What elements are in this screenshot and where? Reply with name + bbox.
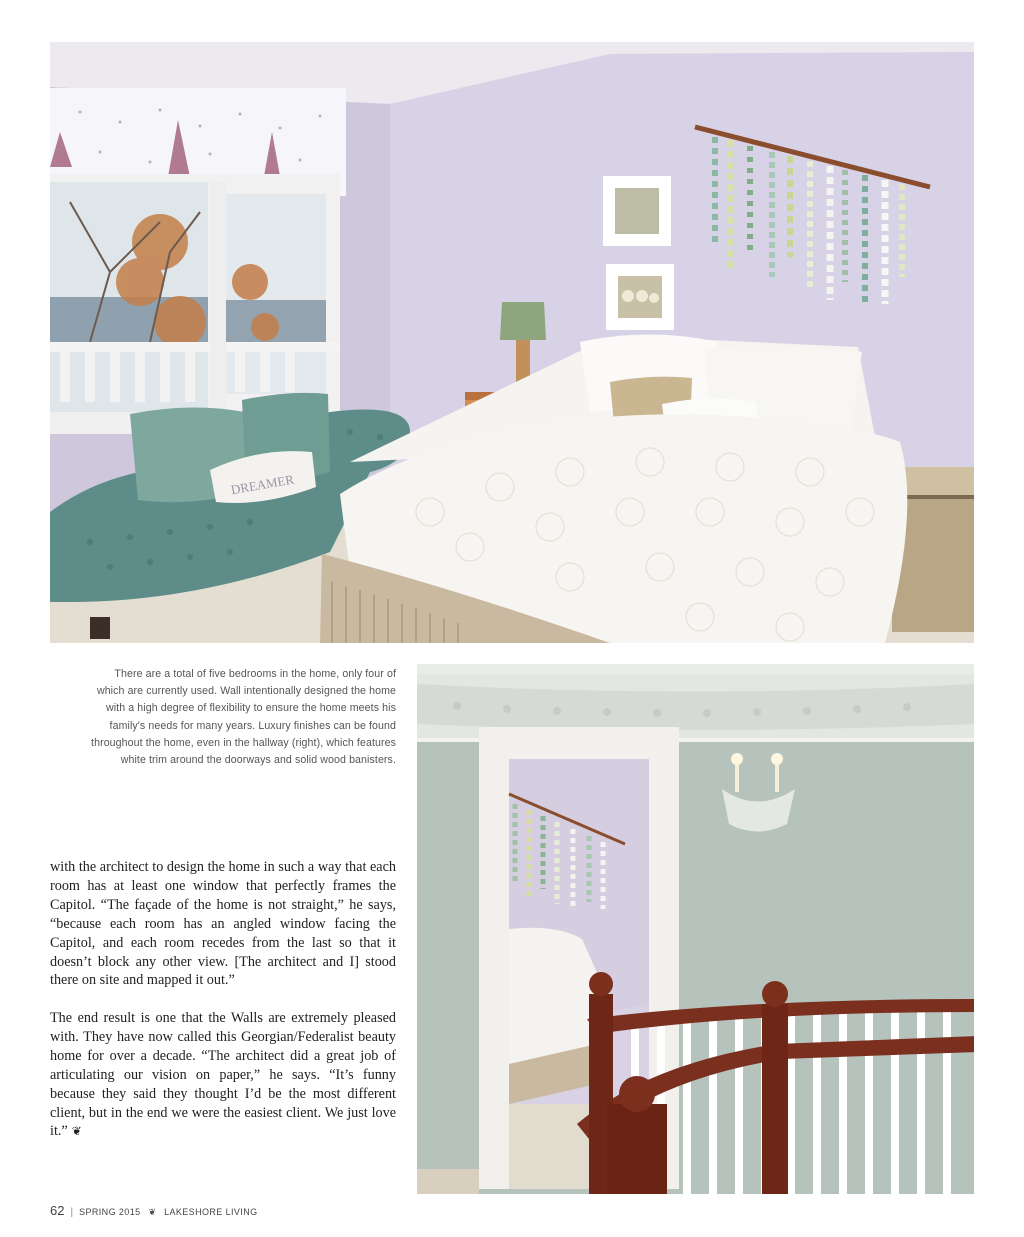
hallway-photo — [417, 664, 974, 1194]
body-paragraph-2 — [50, 1009, 396, 1141]
dreamer-pillow-text: DREAMER — [229, 471, 296, 498]
page-number: 62 — [50, 1203, 65, 1218]
end-mark-icon: ❦ — [71, 1124, 82, 1139]
leaf-mark-icon: ❦ — [148, 1207, 157, 1217]
body-paragraph-1: with the architect to design the home in such a way that each room has at least one window that perfectly frames the Capitol. “The façade of the home is not straight,” he says, “because each room has an angled window facing the Capitol, and each room recedes from the last so that it doesn’t block any other view. [The architect and I] stood there on site and mapped it out.” — [50, 859, 396, 989]
page-footer — [50, 1202, 258, 1220]
publication-name: LAKESHORE LIVING — [164, 1207, 258, 1217]
body-paragraph-2-text: The end result is one that the Walls are extremely pleased with. They have now called this Georgian/Federalist beauty home for over a decade. “The architect did a great job of articulating our vision on paper,” he says. “It’s funny because they said they thought I’d be the most different client, but in the end we were the easiest client. We just love it.” — [50, 1010, 396, 1140]
issue-label: SPRING 2015 — [79, 1207, 141, 1217]
footer-separator: | — [70, 1207, 74, 1218]
bedroom-photo — [50, 42, 974, 643]
photo-caption: There are a total of five bedrooms in the home, only four of which are currently used. Wall intentionally designed the home with a high degree of flexibility to ensure the home meets his family's needs for many years. Luxury finishes can be found throughout the home, even in the hallway (right), which features white trim around the doorways and solid wood banisters. — [91, 668, 396, 767]
